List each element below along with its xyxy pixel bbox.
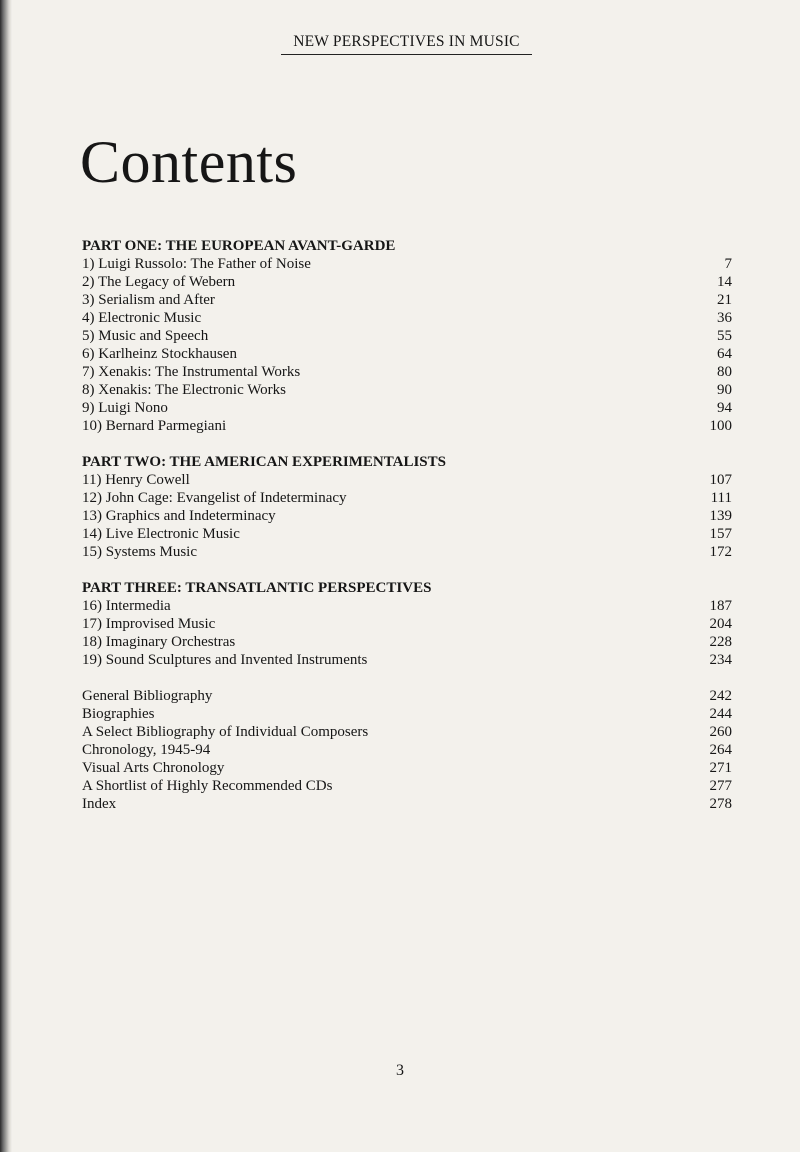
entry-label: Visual Arts Chronology xyxy=(82,760,225,776)
toc-entry xyxy=(82,741,732,759)
toc-part-one xyxy=(82,237,732,435)
toc-entry xyxy=(82,777,732,795)
entry-page: 139 xyxy=(709,508,732,524)
entry-label: 19) Sound Sculptures and Invented Instruments xyxy=(82,652,368,668)
entry-label: 11) Henry Cowell xyxy=(82,472,190,488)
part-heading: PART TWO: THE AMERICAN EXPERIMENTALISTS xyxy=(82,454,446,470)
entry-label: A Select Bibliography of Individual Composers xyxy=(82,724,369,740)
toc-entry xyxy=(82,471,732,489)
entry-label: General Bibliography xyxy=(82,688,213,704)
entry-label: 4) Electronic Music xyxy=(82,310,202,326)
entry-label: 9) Luigi Nono xyxy=(82,400,168,416)
table-of-contents xyxy=(82,237,732,831)
toc-entry xyxy=(82,363,732,381)
entry-label: 6) Karlheinz Stockhausen xyxy=(82,346,237,362)
entry-page: 90 xyxy=(717,382,732,398)
entry-page: 7 xyxy=(724,256,732,272)
entry-page: 277 xyxy=(709,778,732,794)
toc-entry xyxy=(82,633,732,651)
toc-entry xyxy=(82,759,732,777)
toc-entry xyxy=(82,255,732,273)
entry-label: A Shortlist of Highly Recommended CDs xyxy=(82,778,333,794)
toc-entry xyxy=(82,399,732,417)
toc-entry xyxy=(82,327,732,345)
entry-page: 264 xyxy=(709,742,732,758)
toc-entry xyxy=(82,507,732,525)
toc-entry xyxy=(82,291,732,309)
toc-entry xyxy=(82,687,732,705)
page-title: Contents xyxy=(80,129,298,195)
entry-label: 16) Intermedia xyxy=(82,598,171,614)
entry-label: 5) Music and Speech xyxy=(82,328,209,344)
entry-page: 187 xyxy=(709,598,732,614)
entry-label: 18) Imaginary Orchestras xyxy=(82,634,236,650)
toc-entry xyxy=(82,543,732,561)
running-head: NEW PERSPECTIVES IN MUSIC xyxy=(281,33,532,55)
entry-page: 204 xyxy=(709,616,732,632)
toc-entry xyxy=(82,597,732,615)
toc-back-matter xyxy=(82,687,732,813)
entry-page: 80 xyxy=(717,364,732,380)
toc-part-three xyxy=(82,579,732,669)
toc-entry xyxy=(82,795,732,813)
entry-label: 17) Improvised Music xyxy=(82,616,216,632)
entry-page: 234 xyxy=(709,652,732,668)
entry-page: 100 xyxy=(709,418,732,434)
entry-label: 7) Xenakis: The Instrumental Works xyxy=(82,364,301,380)
entry-page: 14 xyxy=(717,274,732,290)
entry-label: Biographies xyxy=(82,706,155,722)
entry-page: 64 xyxy=(717,346,732,362)
entry-label: 14) Live Electronic Music xyxy=(82,526,240,542)
entry-label: 10) Bernard Parmegiani xyxy=(82,418,227,434)
entry-page: 242 xyxy=(709,688,732,704)
toc-entry xyxy=(82,705,732,723)
toc-entry xyxy=(82,309,732,327)
entry-label: Chronology, 1945-94 xyxy=(82,742,211,758)
entry-page: 55 xyxy=(717,328,732,344)
part-heading: PART THREE: TRANSATLANTIC PERSPECTIVES xyxy=(82,580,432,596)
entry-page: 271 xyxy=(709,760,732,776)
entry-label: 1) Luigi Russolo: The Father of Noise xyxy=(82,256,311,272)
entry-label: 3) Serialism and After xyxy=(82,292,215,308)
toc-entry xyxy=(82,489,732,507)
entry-page: 228 xyxy=(709,634,732,650)
entry-page: 94 xyxy=(717,400,732,416)
toc-entry xyxy=(82,723,732,741)
entry-page: 172 xyxy=(709,544,732,560)
page-gutter-shadow xyxy=(0,0,12,1152)
part-heading: PART ONE: THE EUROPEAN AVANT-GARDE xyxy=(82,238,396,254)
toc-entry xyxy=(82,381,732,399)
entry-page: 111 xyxy=(710,490,732,506)
entry-label: 13) Graphics and Indeterminacy xyxy=(82,508,276,524)
entry-page: 36 xyxy=(717,310,732,326)
entry-page: 157 xyxy=(709,526,732,542)
entry-label: Index xyxy=(82,796,117,812)
toc-entry xyxy=(82,615,732,633)
toc-entry xyxy=(82,651,732,669)
entry-label: 15) Systems Music xyxy=(82,544,198,560)
toc-entry xyxy=(82,273,732,291)
toc-part-two xyxy=(82,453,732,561)
entry-label: 8) Xenakis: The Electronic Works xyxy=(82,382,287,398)
entry-page: 244 xyxy=(709,706,732,722)
toc-entry xyxy=(82,345,732,363)
entry-label: 2) The Legacy of Webern xyxy=(82,274,236,290)
toc-entry xyxy=(82,417,732,435)
page-number: 3 xyxy=(396,1062,404,1079)
entry-page: 107 xyxy=(709,472,732,488)
toc-entry xyxy=(82,525,732,543)
entry-page: 278 xyxy=(709,796,732,812)
entry-label: 12) John Cage: Evangelist of Indeterminacy xyxy=(82,490,347,506)
entry-page: 21 xyxy=(717,292,732,308)
entry-page: 260 xyxy=(709,724,732,740)
